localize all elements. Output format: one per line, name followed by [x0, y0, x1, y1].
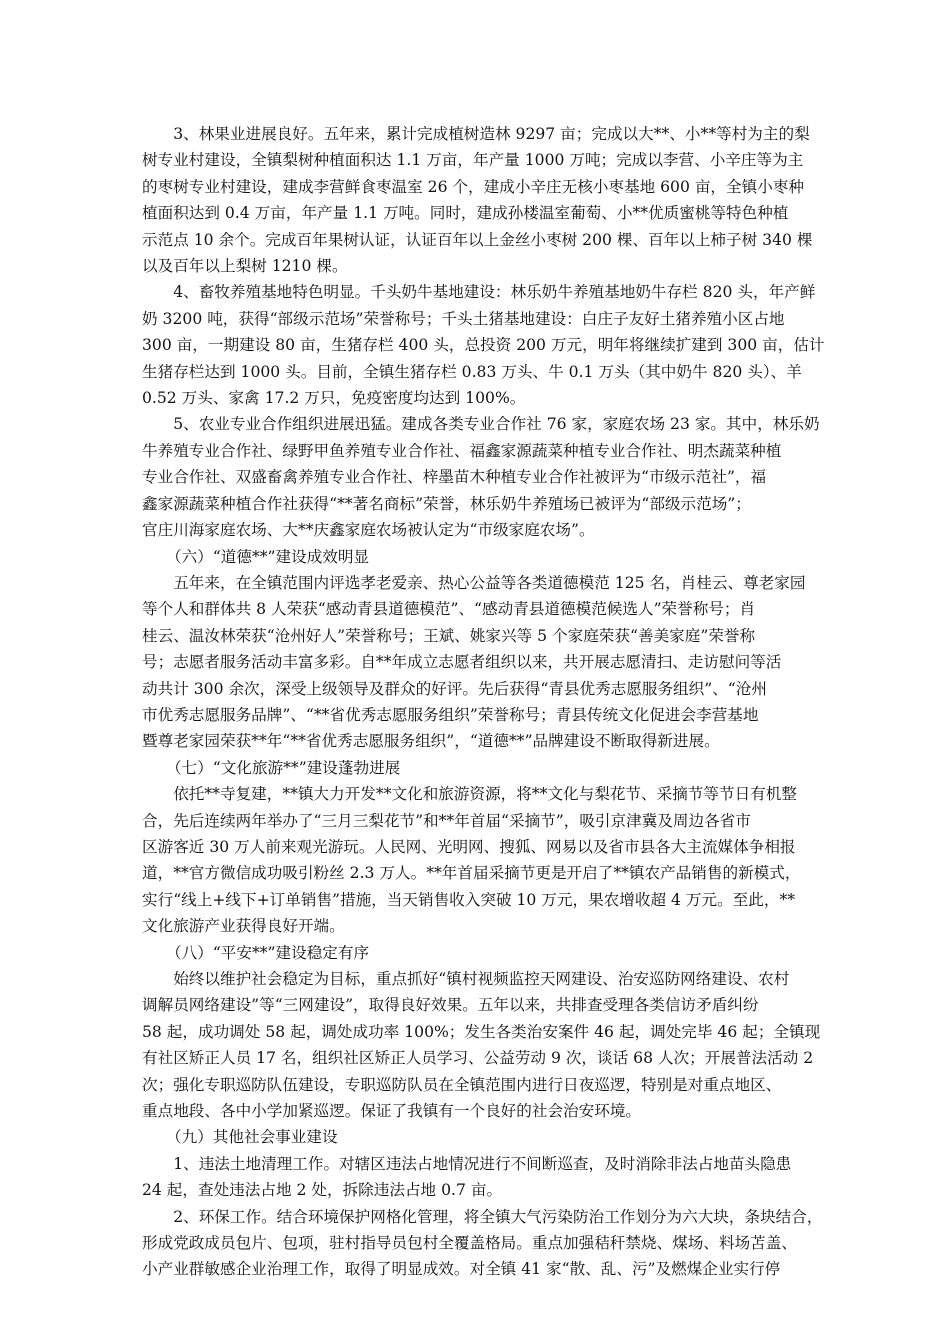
text-line: 次；强化专职巡防队伍建设，专职巡防队员在全镇范围内进行日夜巡逻，特别是对重点地区、	[142, 1075, 782, 1094]
text-line: 24 起，查处违法占地 2 处，拆除违法占地 0.7 亩。	[142, 1181, 503, 1200]
text-line: 奶 3200 吨，获得“部级示范场”荣誉称号；千头土猪基地建设：白庄子友好土猪养殖小区占地	[142, 309, 785, 328]
section-heading	[142, 544, 807, 570]
document-body	[142, 121, 825, 1283]
paragraph	[142, 1204, 823, 1283]
text-line: 0.52 万头、家禽 17.2 万只，免疫密度均达到 100%。	[142, 389, 526, 408]
text-line: 形成党政成员包片、包项，驻村指导员包村全覆盖格局。重点加强秸秆禁烧、煤场、料场苫盖、	[142, 1234, 797, 1253]
text-line: 等个人和群体共 8 人荣获“感动青县道德模范”、“感动青县道德模范候选人”荣誉称号；肖	[142, 600, 756, 619]
paragraph	[142, 1151, 807, 1204]
text-line: 5、农业专业合作组织进展迅猛。建成各类专业合作社 76 家，家庭农场 23 家。其中，林乐奶	[173, 415, 820, 434]
text-line: 文化旅游产业获得良好开端。	[142, 917, 345, 936]
text-line: 调解员网络建设”等“三网建设”，取得良好效果。五年以来，共排查受理各类信访矛盾纠纷	[142, 996, 759, 1015]
text-line: 以及百年以上梨树 1210 棵。	[142, 257, 348, 276]
text-line: 鑫家源蔬菜种植合作社获得“**著名商标”荣誉，林乐奶牛养殖场已被评为“部级示范场”；	[142, 494, 751, 513]
paragraph	[142, 966, 821, 1124]
paragraph	[142, 121, 813, 279]
text-line: 区游客近 30 万人前来观光游玩。人民网、光明网、搜狐、网易以及省市县各大主流媒体争相报	[142, 837, 796, 856]
text-line: 3、林果业进展良好。五年来，累计完成植树造林 9297 亩；完成以大**、小**等村为主的梨	[173, 125, 810, 143]
text-line: 示范点 10 余个。完成百年果树认证，认证百年以上金丝小枣树 200 棵、百年以上柿子树 340 棵	[142, 230, 813, 249]
section-heading	[142, 940, 807, 966]
section-heading	[142, 1124, 807, 1150]
text-line: 合，先后连续两年举办了“三月三梨花节”和**年首届“采摘节”，吸引京津冀及周边各省市	[142, 811, 751, 830]
text-line: 300 亩，一期建设 80 亩，生猪存栏 400 头，总投资 200 万元，明年将继续扩建到 300 亩，估计	[142, 336, 825, 355]
text-line: 动共计 300 余次，深受上级领导及群众的好评。先后获得“青县优秀志愿服务组织”、“沧州	[142, 679, 767, 698]
text-line: 始终以维护社会稳定为目标，重点抓好“镇村视频监控天网建设、治安巡防网络建设、农村	[173, 970, 790, 988]
text-line: 市优秀志愿服务品牌”、“**省优秀志愿服务组织”荣誉称号；青县传统文化促进会李营基地	[142, 705, 759, 724]
paragraph	[142, 781, 807, 939]
text-line: 号；志愿者服务活动丰富多彩。自**年成立志愿者组织以来，共开展志愿清扫、走访慰问等活	[142, 653, 782, 672]
text-line: 实行“线上+线下+订单销售”措施，当天销售收入突破 10 万元，果农增收超 4 万元。至此，**	[142, 890, 796, 909]
text-line: 依托**寺复建，**镇大力开发**文化和旅游资源，将**文化与梨花节、采摘节等节日有机整	[173, 785, 797, 804]
text-line: （六）“道德**”建设成效明显	[166, 547, 370, 566]
text-line: 生猪存栏达到 1000 头。目前，全镇生猪存栏 0.83 万头、牛 0.1 万头（其中奶牛 820 头）、羊	[142, 362, 802, 381]
paragraph	[142, 570, 807, 755]
text-line: 2、环保工作。结合环境保护网格化管理，将全镇大气污染防治工作划分为六大块，条块结合，	[173, 1207, 823, 1226]
text-line: 牛养殖专业合作社、绿野甲鱼养殖专业合作社、福鑫家源蔬菜种植专业合作社、明杰蔬菜种植	[142, 441, 782, 460]
text-line: 官庄川海家庭农场、大**庆鑫家庭农场被认定为“市级家庭农场”。	[142, 521, 595, 540]
text-line: 专业合作社、双盛畜禽养殖专业合作社、梓墨苗木种植专业合作社被评为“市级示范社”，福	[142, 468, 767, 487]
text-line: 植面积达到 0.4 万亩，年产量 1.1 万吨。同时，建成孙楼温室葡萄、小**优质蜜桃等特色种植	[142, 204, 789, 223]
text-line: 的枣树专业村建设，建成李营鲜食枣温室 26 个，建成小辛庄无核小枣基地 600 亩，全镇小枣种	[142, 177, 804, 196]
text-line: 暨尊老家园荣获**年“**省优秀志愿服务组织”，“道德**”品牌建设不断取得新进展。	[142, 732, 720, 751]
text-line: 4、畜牧养殖基地特色明显。千头奶牛基地建设：林乐奶牛养殖基地奶牛存栏 820 头，年产鲜	[173, 283, 816, 302]
paragraph	[142, 279, 825, 411]
text-line: 道，**官方微信成功吸引粉丝 2.3 万人。**年首届采摘节更是开启了**镇农产品销售的新模式，	[142, 864, 801, 883]
text-line: 58 起，成功调处 58 起，调处成功率 100%；发生各类治安案件 46 起，调处完毕 46 起；全镇现	[142, 1022, 821, 1041]
text-line: 重点地段、各中小学加紧巡逻。保证了我镇有一个良好的社会治安环境。	[142, 1102, 642, 1121]
paragraph	[142, 411, 820, 543]
text-line: 小产业群敏感企业治理工作，取得了明显成效。对全镇 41 家“散、乱、污”及燃煤企业实行停	[142, 1260, 781, 1279]
text-line: （八）“平安**”建设稳定有序	[166, 943, 370, 962]
text-line: 有社区矫正人员 17 名，组织社区矫正人员学习、公益劳动 9 次，谈话 68 人次；开展普法活动 2	[142, 1049, 814, 1068]
text-line: （七）“文化旅游**”建设蓬勃进展	[166, 758, 401, 777]
text-line: 五年来，在全镇范围内评选孝老爱亲、热心公益等各类道德模范 125 名，肖桂云、尊老家园	[173, 573, 806, 592]
text-line: （九）其他社会事业建设	[166, 1128, 338, 1147]
text-line: 树专业村建设，全镇梨树种植面积达 1.1 万亩，年产量 1000 万吨；完成以李营、小辛庄等为主	[142, 151, 804, 170]
text-line: 桂云、温汝林荣获“沧州好人”荣誉称号；王斌、姚家兴等 5 个家庭荣获“善美家庭”荣誉称	[142, 626, 756, 645]
section-heading	[142, 755, 807, 781]
text-line: 1、违法土地清理工作。对辖区违法占地情况进行不间断巡查，及时消除非法占地苗头隐患	[173, 1154, 792, 1173]
